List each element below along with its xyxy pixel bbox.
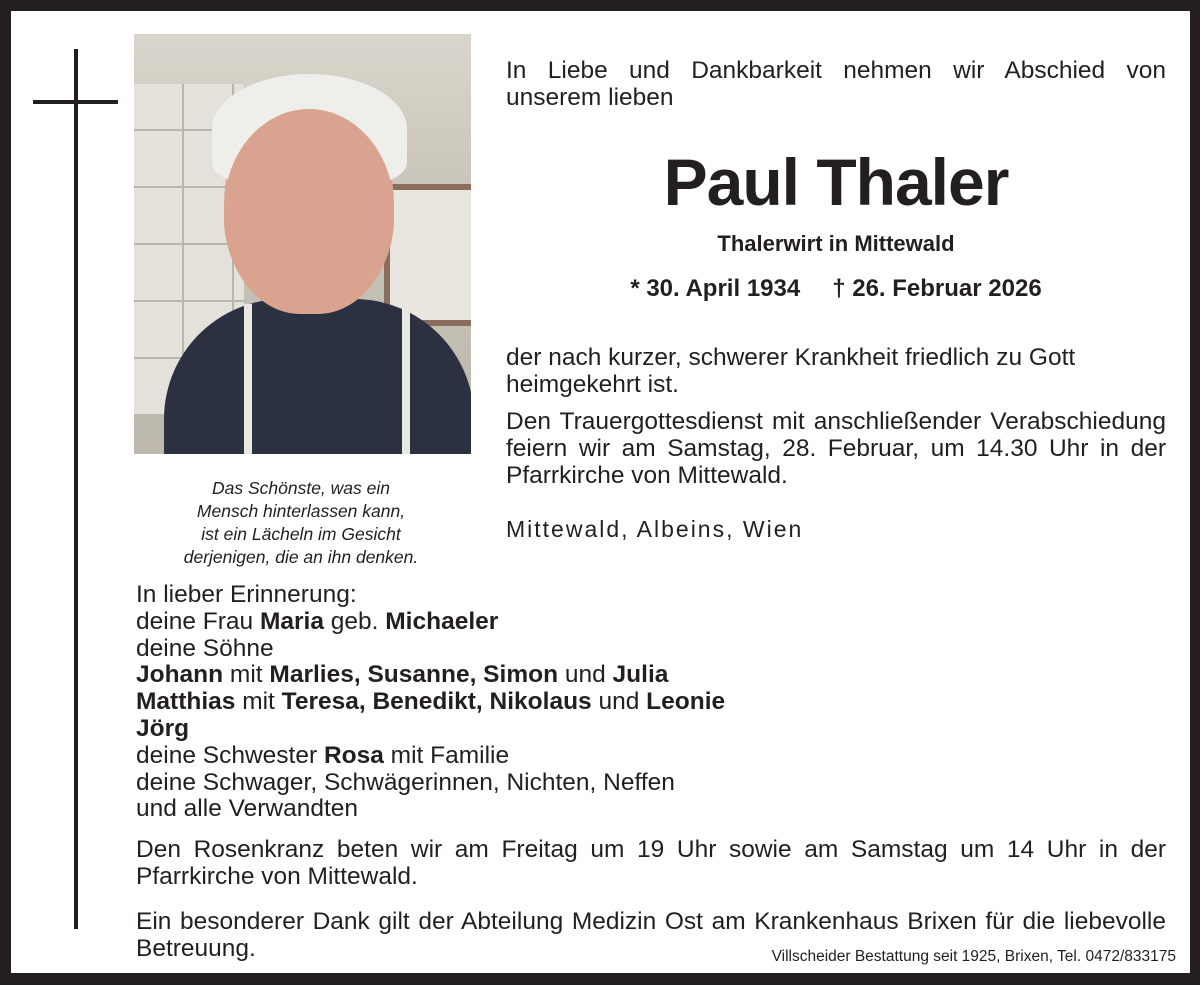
birth-date: * 30. April 1934 bbox=[630, 275, 801, 302]
deceased-role: Thalerwirt in Mittewald bbox=[717, 231, 955, 256]
caption-line: Mensch hinterlassen kann, bbox=[196, 501, 406, 521]
family-sons-label: deine Söhne bbox=[136, 634, 274, 662]
family-list bbox=[136, 582, 725, 823]
family-wife: deine Frau Maria geb. Michaeler bbox=[136, 607, 499, 635]
funeral-home-footer: Villscheider Bestattung seit 1925, Brixen, Tel. 0472/833175 bbox=[771, 948, 1176, 965]
family-sister: deine Schwester Rosa mit Familie bbox=[136, 741, 510, 769]
family-relatives: und alle Verwandten bbox=[136, 795, 359, 823]
portrait-photo bbox=[134, 34, 471, 454]
caption-line: derjenigen, die an ihn denken. bbox=[183, 547, 419, 567]
death-date: † 26. Februar 2026 bbox=[832, 275, 1042, 302]
cross-icon-vertical bbox=[74, 49, 78, 929]
intro-text: In Liebe und Dankbarkeit nehmen wir Abschied von unserem lieben bbox=[506, 57, 1166, 111]
cross-icon-horizontal bbox=[33, 100, 118, 104]
life-dates bbox=[506, 275, 1166, 303]
places-text: Mittewald, Albeins, Wien bbox=[506, 516, 804, 542]
deceased-name: Paul Thaler bbox=[663, 145, 1009, 219]
thanks-text: Ein besonderer Dank gilt der Abteilung Medizin Ost am Krankenhaus Brixen für die liebevolle Betreuung. bbox=[136, 908, 1166, 962]
service-text: Den Trauergottesdienst mit anschließender Verabschiedung feiern wir am Samstag, 28. Februar, um 14.30 Uhr in der Pfarrkirche von Mittewald. bbox=[506, 408, 1166, 489]
caption-line: Das Schönste, was ein bbox=[211, 478, 390, 498]
family-heading: In lieber Erinnerung: bbox=[136, 581, 357, 608]
passing-text: der nach kurzer, schwerer Krankheit friedlich zu Gott heimgekehrt ist. bbox=[506, 344, 1076, 398]
caption-line: ist ein Lächeln im Gesicht bbox=[201, 524, 401, 544]
family-son: Matthias mit Teresa, Benedikt, Nikolaus und Leonie bbox=[136, 688, 726, 716]
quote-caption bbox=[151, 477, 451, 569]
family-inlaws: deine Schwager, Schwägerinnen, Nichten, Neffen bbox=[136, 768, 675, 796]
family-son: Jörg bbox=[136, 714, 190, 742]
obituary-notice bbox=[11, 11, 1190, 973]
family-son: Johann mit Marlies, Susanne, Simon und Julia bbox=[136, 661, 669, 689]
rosary-text: Den Rosenkranz beten wir am Freitag um 19 Uhr sowie am Samstag um 14 Uhr in der Pfarrkirche von Mittewald. bbox=[136, 836, 1166, 890]
